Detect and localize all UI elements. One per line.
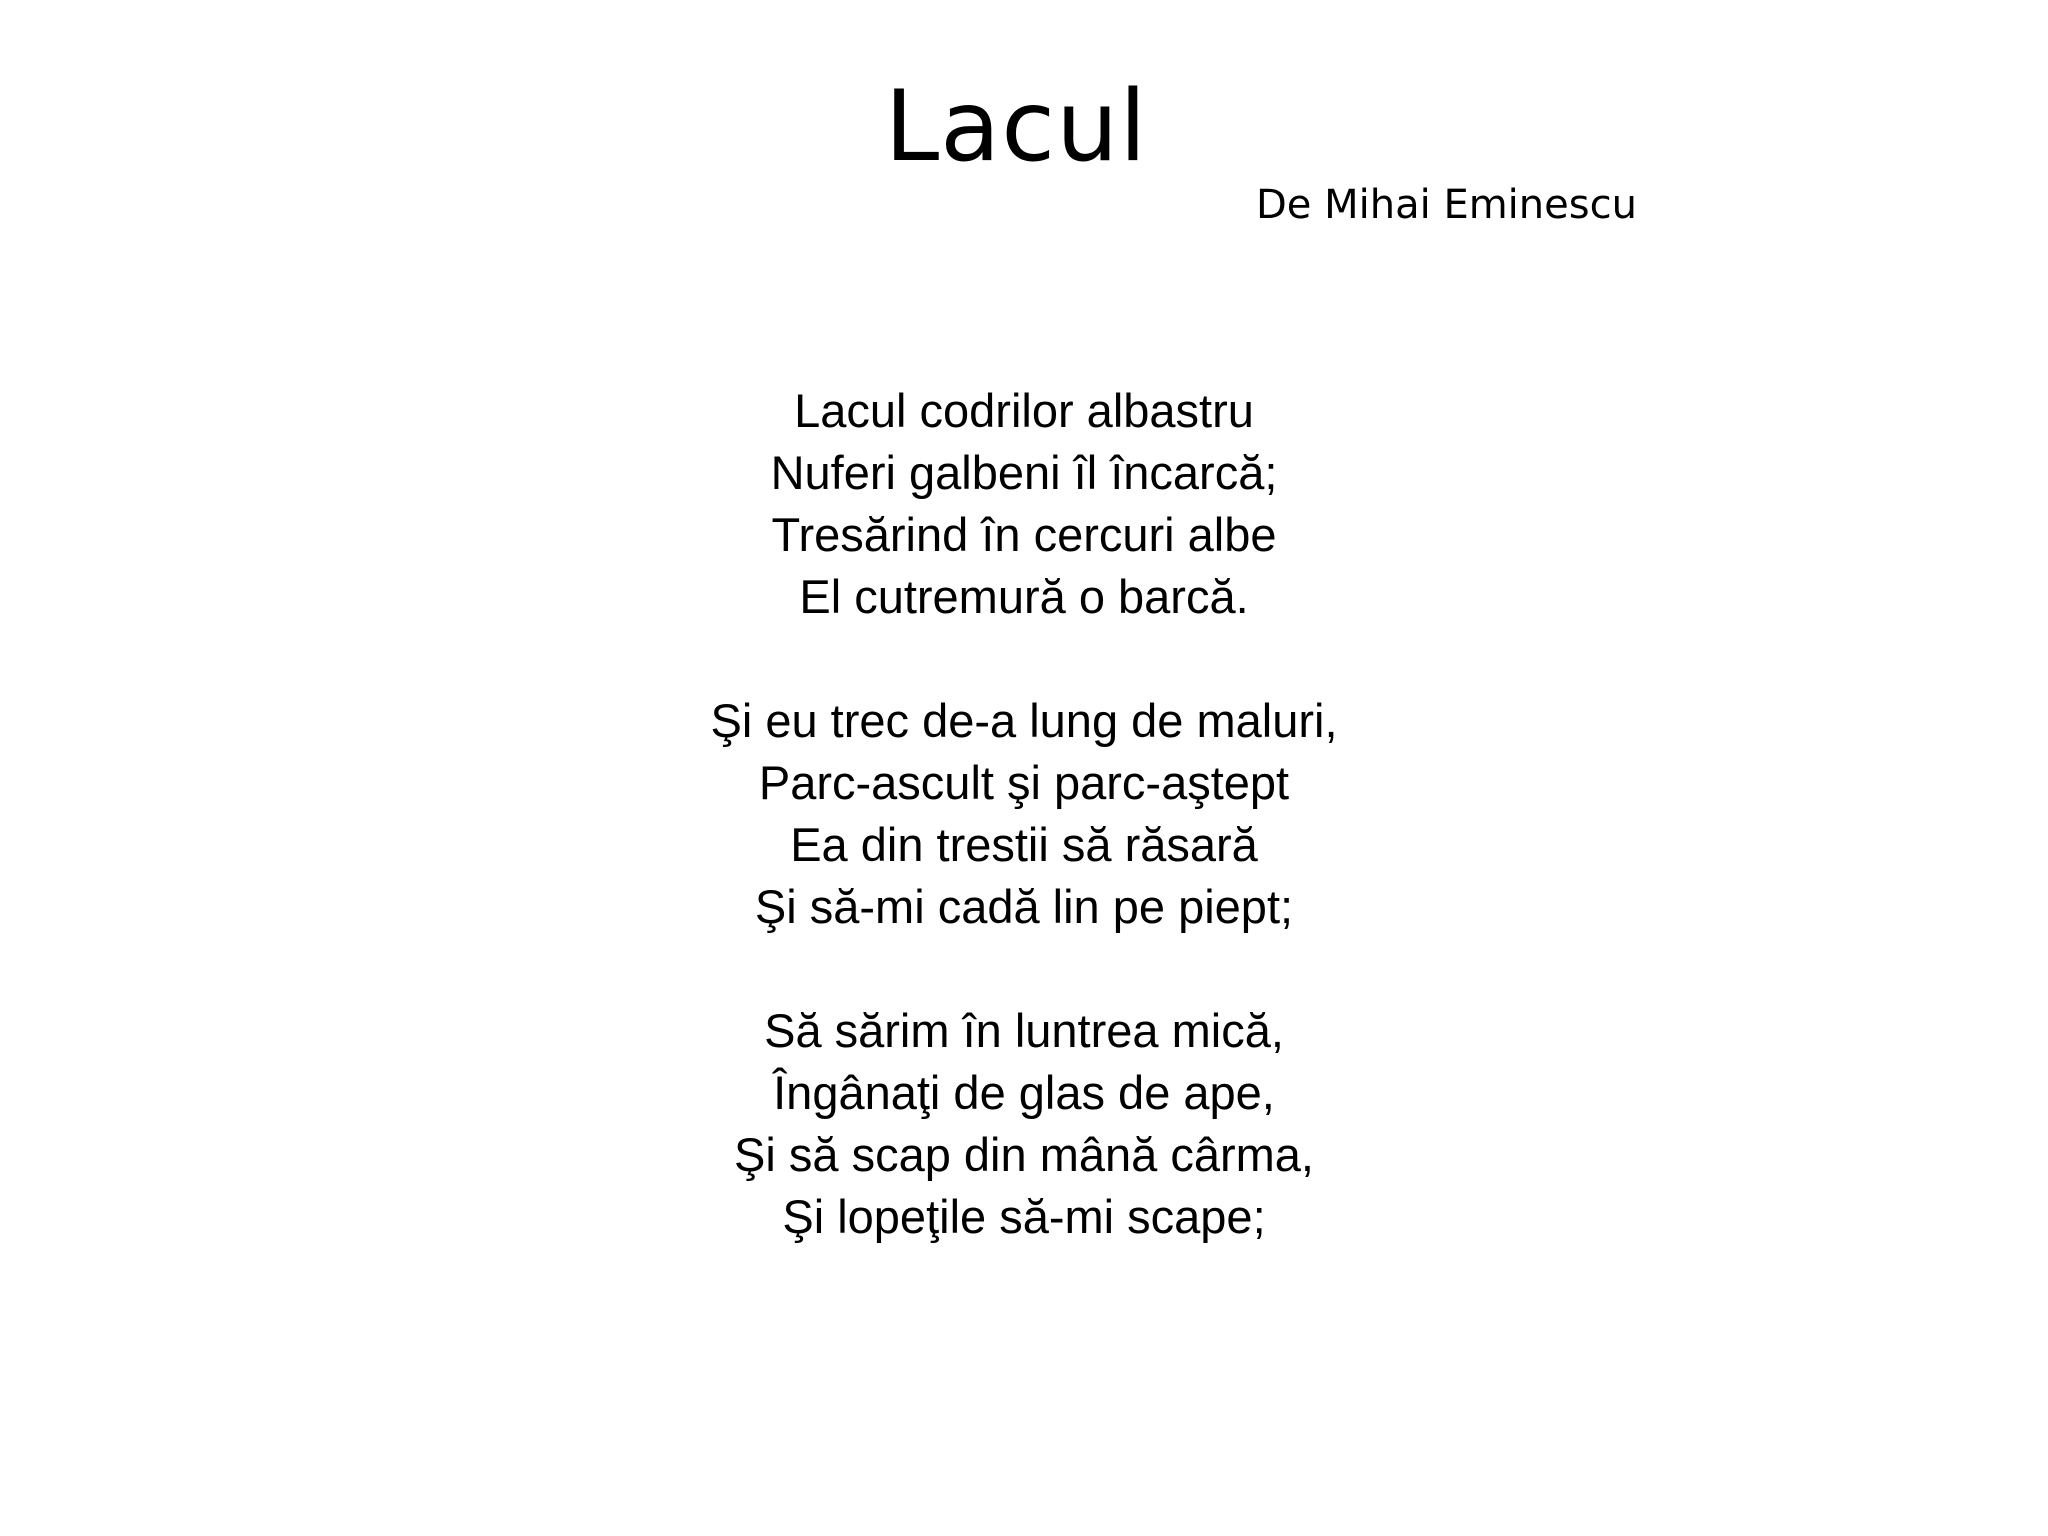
poem-line: Îngânaţi de glas de ape, [773, 1066, 1275, 1119]
poem-line: Lacul codrilor albastru [794, 384, 1254, 437]
page-title: Lacul [884, 70, 1148, 184]
author-byline: De Mihai Eminescu [1256, 182, 1637, 228]
poem-line: Tresărind în cercuri albe [771, 508, 1277, 561]
poem-line: Să sărim în luntrea mică, [764, 1004, 1284, 1057]
poem-line: Şi lopeţile să-mi scape; [782, 1190, 1266, 1243]
poem-line: Nuferi galbeni îl încarcă; [770, 446, 1278, 499]
poem-line: Şi să scap din mână cârma, [734, 1128, 1314, 1181]
poem-line: Şi să-mi cadă lin pe piept; [754, 880, 1294, 933]
poem-line: Ea din trestii să răsară [790, 818, 1258, 871]
stanza-1 [0, 380, 2048, 628]
poem-body [0, 380, 2048, 1310]
stanza-2 [0, 690, 2048, 938]
stanza-3 [0, 1000, 2048, 1248]
poem-line: Şi eu trec de-a lung de maluri, [710, 694, 1338, 747]
poem-line: Parc-ascult şi parc-aştept [758, 756, 1290, 809]
poem-line: El cutremură o barcă. [799, 570, 1249, 623]
